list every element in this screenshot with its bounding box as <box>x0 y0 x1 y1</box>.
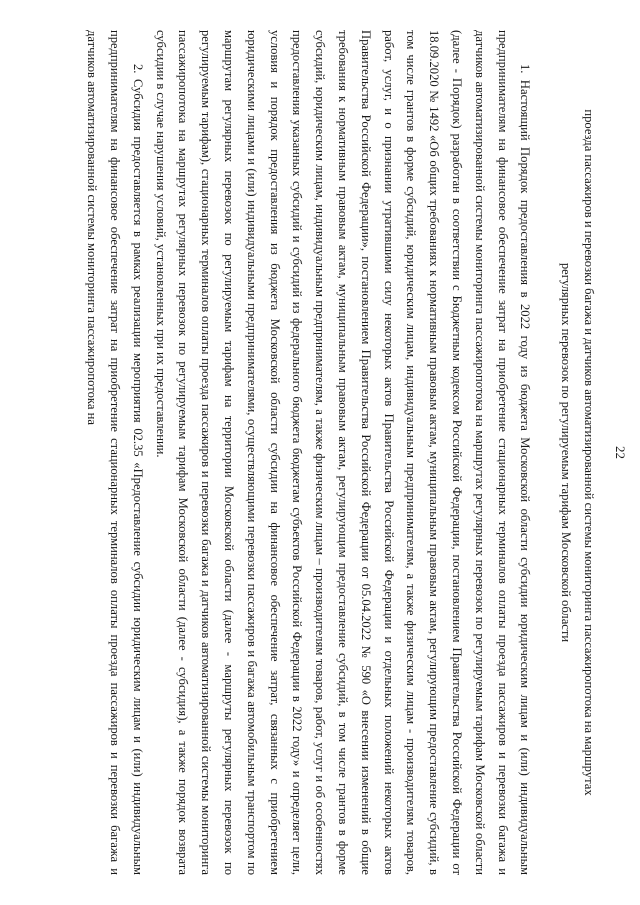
paragraph-2: 2. Субсидия предоставляется в рамках реализации мероприятия 02.35 «Предоставление субсидии юридическим лицам и (или) индивидуальным предпринимателям на финансовое обеспечение затрат на приобретение стационарных терминалов оплаты проезда пассажиров и перевозки багажа и датчиков автоматизированной системы мониторинга пассажиропотока на <box>85 30 145 875</box>
paragraph-1: 1. Настоящий Порядок предоставления в 2022 году из бюджета Московской области субсидии юридическим лицам и (или) индивидуальным предпринимателям на финансовое обеспечение затрат на приобретение стационарных терминалов оплаты проезда пассажиров и перевозки багажа и датчиков автоматизированной системы мониторинга пассажиропотока на маршрутах регулярных перевозок по регулируемым тарифам Московской области (далее - Порядок) разработан в соответствии с Бюджетным кодексом Российской Федерации, постановлением Правительства Российской Федерации от 18.09.2020 № 1492 «Об общих требованиях к нормативным правовым актам, муниципальным правовым актам, регулирующим предоставление субсидий, в том числе грантов в форме субсидий, юридическим лицам, индивидуальным предпринимателям, а также физическим лицам - производителям товаров, работ, услуг, и о признании утратившими силу некоторых актов Правительства Российской Федерации и отдельных положений некоторых актов Правительства Российской Федерации», постановлением Правительства Российской Федерации от 05.04.2022 № 590 «О внесении изменений в общие требования к нормативным правовым актам, муниципальным правовым актам, регулирующим предоставление субсидий, в том числе грантов в форме субсидий, юридическим лицам, индивидуальным предпринимателям, а также физическим лицам – производителям товаров, работ, услуг и об особенностях предоставления указанных субсидий и субсидий из федерального бюджета бюджетам субъектов Российской Федерации в 2022 году» и определяет цели, условия и порядок предоставления из бюджета Московской области субсидии на финансовое обеспечение затрат, связанных с приобретением юридическими лицами и (или) индивидуальными предпринимателями, осуществляющими перевозки пассажиров и багажа автомобильным транспортом по маршрутам регулярных перевозок по регулируемым тарифам на территории Московской области (далее - маршруты регулярных перевозок по регулируемым тарифам), стационарных терминалов оплаты проезда пассажиров и перевозки багажа и датчиков автоматизированной системы мониторинга пассажиропотока на маршрутах регулярных перевозок по регулируемым тарифам Московской области (далее - субсидия), а также порядок возврата субсидии в случае нарушения условий, установленных при их предоставлении. <box>153 30 533 875</box>
page-number: 22 <box>613 446 628 459</box>
heading-line-1: проезда пассажиров и перевозки багажа и датчиков автоматизированной системы мониторинга пассажиропотока на маршрутах <box>582 109 596 796</box>
heading-line-2: регулярных перевозок по регулируемым тарифам Московской области <box>559 262 574 643</box>
spacer <box>536 30 554 875</box>
document-body <box>80 30 600 875</box>
